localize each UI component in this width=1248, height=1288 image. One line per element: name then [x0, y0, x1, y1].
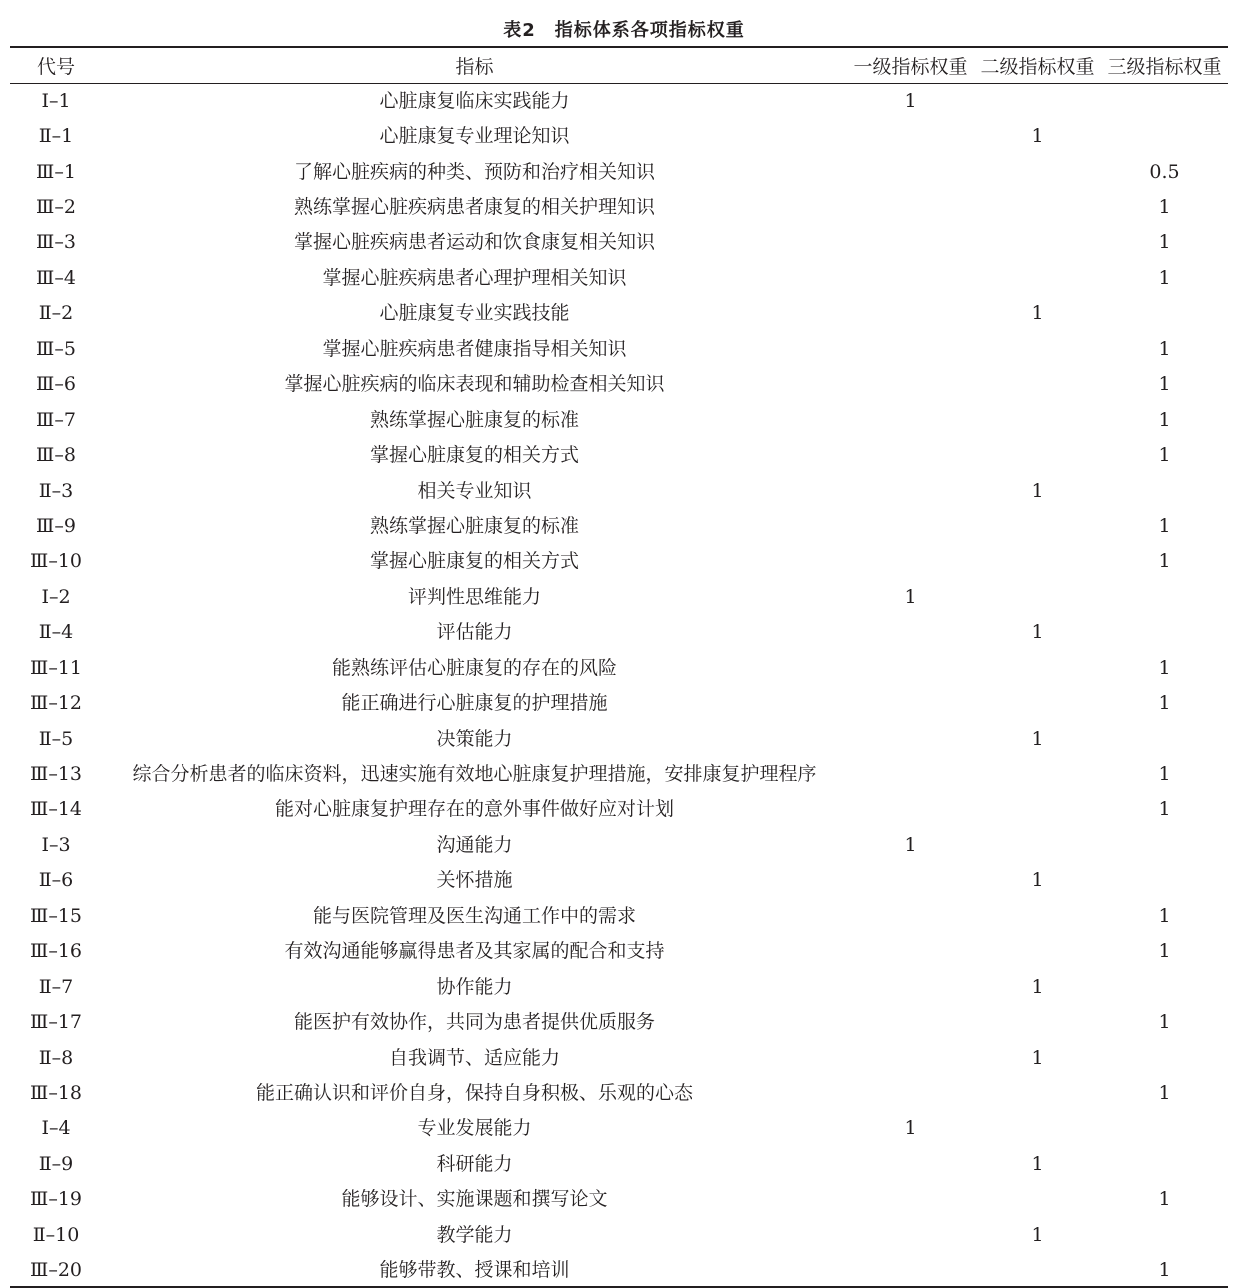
cell-level2-weight — [974, 154, 1101, 189]
table-row — [10, 1252, 1228, 1287]
cell-level3-weight: 1 — [1158, 798, 1171, 821]
cell-indicator: 掌握心脏康复的相关方式 — [369, 444, 579, 467]
cell-level3-weight — [1101, 473, 1228, 508]
column-header-level3-weight: 三级指标权重 — [1107, 56, 1222, 78]
cell-level1-weight — [847, 1075, 974, 1110]
table-row — [10, 756, 1228, 791]
cell-indicator: 能对心脏康复护理存在的意外事件做好应对计划 — [274, 798, 674, 821]
cell-level2-weight: 1 — [1031, 975, 1044, 998]
cell-code: Ⅲ–8 — [36, 444, 76, 467]
cell-code: Ⅰ–3 — [41, 833, 71, 856]
table-caption: 表2 指标体系各项指标权重 — [503, 20, 745, 41]
cell-level1-weight — [847, 1182, 974, 1217]
table-row — [10, 1182, 1228, 1217]
cell-level1-weight — [847, 118, 974, 153]
cell-indicator: 掌握心脏疾病患者运动和饮食康复相关知识 — [293, 231, 655, 254]
cell-level2-weight: 1 — [1031, 1152, 1044, 1175]
cell-code: Ⅲ–14 — [30, 798, 82, 821]
column-header-level2-weight: 二级指标权重 — [980, 56, 1095, 78]
cell-indicator: 教学能力 — [436, 1223, 513, 1246]
table-row — [10, 1111, 1228, 1146]
table-row — [10, 792, 1228, 827]
cell-code: Ⅰ–2 — [41, 585, 71, 608]
cell-code: Ⅱ–1 — [38, 125, 74, 148]
cell-code: Ⅲ–18 — [30, 1081, 82, 1104]
cell-level2-weight: 1 — [1031, 727, 1044, 750]
cell-indicator: 了解心脏疾病的种类、预防和治疗相关知识 — [293, 160, 655, 183]
cell-level2-weight — [974, 508, 1101, 543]
table-row — [10, 685, 1228, 720]
cell-level1-weight — [847, 721, 974, 756]
cell-code: Ⅱ–8 — [38, 1046, 74, 1069]
cell-level2-weight: 1 — [1031, 125, 1044, 148]
cell-code: Ⅲ–19 — [30, 1188, 82, 1211]
column-header-code: 代号 — [36, 56, 75, 78]
cell-indicator: 相关专业知识 — [417, 479, 532, 502]
table-row — [10, 615, 1228, 650]
cell-indicator: 自我调节、适应能力 — [388, 1046, 560, 1069]
column-header-indicator: 指标 — [455, 56, 494, 78]
cell-level2-weight — [974, 792, 1101, 827]
cell-level3-weight: 1 — [1158, 231, 1171, 254]
cell-level3-weight — [1101, 1040, 1228, 1075]
cell-code: Ⅱ–9 — [38, 1152, 74, 1175]
cell-level1-weight — [847, 898, 974, 933]
cell-level2-weight — [974, 1004, 1101, 1039]
cell-level3-weight — [1101, 969, 1228, 1004]
cell-level3-weight: 1 — [1158, 1188, 1171, 1211]
cell-level3-weight: 1 — [1158, 1081, 1171, 1104]
cell-level1-weight — [847, 863, 974, 898]
cell-level2-weight — [974, 1075, 1101, 1110]
cell-level2-weight — [974, 685, 1101, 720]
table-header-row — [10, 48, 1228, 83]
cell-code: Ⅰ–4 — [41, 1117, 71, 1140]
cell-code: Ⅲ–7 — [36, 408, 76, 431]
cell-indicator: 掌握心脏疾病的临床表现和辅助检查相关知识 — [284, 373, 665, 396]
cell-level3-weight: 1 — [1158, 373, 1171, 396]
cell-code: Ⅲ–2 — [36, 196, 76, 219]
cell-level1-weight — [847, 1217, 974, 1252]
cell-level1-weight — [847, 189, 974, 224]
cell-level1-weight: 1 — [904, 585, 917, 608]
cell-code: Ⅱ–6 — [38, 869, 74, 892]
cell-level2-weight — [974, 827, 1101, 862]
table-row — [10, 118, 1228, 153]
cell-level1-weight — [847, 969, 974, 1004]
table-row — [10, 367, 1228, 402]
table-row — [10, 437, 1228, 472]
table-body — [10, 83, 1228, 1288]
table-row — [10, 83, 1228, 118]
cell-indicator: 能正确进行心脏康复的护理措施 — [341, 692, 608, 715]
cell-level1-weight — [847, 756, 974, 791]
cell-indicator: 沟通能力 — [436, 833, 513, 856]
cell-level1-weight — [847, 650, 974, 685]
cell-code: Ⅲ–17 — [30, 1011, 82, 1034]
cell-code: Ⅰ–1 — [41, 89, 71, 112]
cell-level3-weight — [1101, 118, 1228, 153]
cell-indicator: 能与医院管理及医生沟通工作中的需求 — [312, 904, 636, 927]
table-row — [10, 863, 1228, 898]
cell-indicator: 掌握心脏疾病患者心理护理相关知识 — [322, 266, 627, 289]
cell-level1-weight — [847, 437, 974, 472]
cell-code: Ⅲ–4 — [36, 266, 76, 289]
cell-level3-weight: 1 — [1158, 266, 1171, 289]
table-row — [10, 1040, 1228, 1075]
cell-code: Ⅲ–1 — [36, 160, 76, 183]
table-row — [10, 154, 1228, 189]
cell-indicator: 熟练掌握心脏疾病患者康复的相关护理知识 — [293, 196, 655, 219]
cell-code: Ⅲ–16 — [30, 940, 82, 963]
cell-code: Ⅲ–5 — [36, 337, 76, 360]
cell-level1-weight — [847, 1146, 974, 1181]
table-row — [10, 934, 1228, 969]
cell-level2-weight — [974, 331, 1101, 366]
cell-level2-weight — [974, 402, 1101, 437]
cell-level2-weight — [974, 934, 1101, 969]
cell-level1-weight — [847, 934, 974, 969]
table-row — [10, 898, 1228, 933]
cell-level1-weight — [847, 331, 974, 366]
table-row — [10, 969, 1228, 1004]
cell-level3-weight — [1101, 579, 1228, 614]
cell-code: Ⅲ–20 — [30, 1259, 82, 1282]
cell-level2-weight — [974, 83, 1101, 118]
cell-level1-weight — [847, 260, 974, 295]
cell-level3-weight: 1 — [1158, 1259, 1171, 1282]
cell-level1-weight: 1 — [904, 89, 917, 112]
cell-level1-weight — [847, 1004, 974, 1039]
cell-level1-weight — [847, 1252, 974, 1287]
cell-level3-weight: 1 — [1158, 337, 1171, 360]
cell-level2-weight: 1 — [1031, 1223, 1044, 1246]
cell-level1-weight — [847, 685, 974, 720]
cell-level2-weight — [974, 579, 1101, 614]
cell-level3-weight: 1 — [1158, 514, 1171, 537]
cell-indicator: 专业发展能力 — [417, 1117, 532, 1140]
cell-level2-weight: 1 — [1031, 621, 1044, 644]
cell-level3-weight: 1 — [1158, 904, 1171, 927]
table-row — [10, 331, 1228, 366]
table-row — [10, 650, 1228, 685]
cell-level1-weight — [847, 615, 974, 650]
cell-level3-weight: 1 — [1158, 444, 1171, 467]
cell-level2-weight — [974, 1111, 1101, 1146]
cell-code: Ⅱ–3 — [38, 479, 74, 502]
cell-indicator: 能够带教、授课和培训 — [379, 1259, 570, 1282]
cell-level3-weight: 1 — [1158, 763, 1171, 786]
cell-code: Ⅱ–7 — [38, 975, 74, 998]
table-row — [10, 544, 1228, 579]
cell-level3-weight — [1101, 721, 1228, 756]
cell-level2-weight — [974, 1252, 1101, 1287]
cell-level2-weight: 1 — [1031, 302, 1044, 325]
column-header-level1-weight: 一级指标权重 — [853, 56, 968, 78]
table-row — [10, 296, 1228, 331]
cell-level3-weight — [1101, 1217, 1228, 1252]
cell-code: Ⅱ–5 — [38, 727, 74, 750]
cell-level3-weight: 0.5 — [1149, 160, 1180, 183]
cell-indicator: 协作能力 — [436, 975, 513, 998]
cell-level2-weight — [974, 225, 1101, 260]
indicator-weight-table — [10, 48, 1228, 1288]
table-row — [10, 1004, 1228, 1039]
table-row — [10, 579, 1228, 614]
cell-level1-weight — [847, 225, 974, 260]
cell-level1-weight — [847, 402, 974, 437]
table-row — [10, 1217, 1228, 1252]
cell-level1-weight: 1 — [904, 1117, 917, 1140]
cell-level2-weight — [974, 544, 1101, 579]
cell-level3-weight — [1101, 863, 1228, 898]
cell-level2-weight — [974, 1182, 1101, 1217]
cell-level2-weight — [974, 756, 1101, 791]
cell-level3-weight — [1101, 1111, 1228, 1146]
cell-indicator: 掌握心脏疾病患者健康指导相关知识 — [322, 337, 627, 360]
cell-indicator: 决策能力 — [436, 727, 513, 750]
table-row — [10, 1146, 1228, 1181]
table-row — [10, 260, 1228, 295]
cell-indicator: 评判性思维能力 — [407, 585, 541, 608]
cell-code: Ⅲ–13 — [30, 763, 82, 786]
cell-level3-weight — [1101, 615, 1228, 650]
cell-level3-weight: 1 — [1158, 408, 1171, 431]
cell-level1-weight — [847, 296, 974, 331]
cell-level2-weight — [974, 650, 1101, 685]
table-row — [10, 402, 1228, 437]
cell-level3-weight: 1 — [1158, 692, 1171, 715]
cell-indicator: 熟练掌握心脏康复的标准 — [369, 514, 579, 537]
cell-level3-weight — [1101, 1146, 1228, 1181]
cell-code: Ⅲ–11 — [30, 656, 82, 679]
cell-level2-weight — [974, 898, 1101, 933]
table-row — [10, 827, 1228, 862]
cell-indicator: 熟练掌握心脏康复的标准 — [369, 408, 579, 431]
cell-indicator: 评估能力 — [436, 621, 513, 644]
cell-level1-weight — [847, 544, 974, 579]
cell-level1-weight — [847, 1040, 974, 1075]
cell-level1-weight: 1 — [904, 833, 917, 856]
table-row — [10, 721, 1228, 756]
cell-level2-weight — [974, 189, 1101, 224]
cell-level3-weight: 1 — [1158, 656, 1171, 679]
cell-indicator: 心脏康复专业实践技能 — [379, 302, 570, 325]
table-row — [10, 508, 1228, 543]
cell-indicator: 科研能力 — [436, 1152, 513, 1175]
table-row — [10, 1075, 1228, 1110]
cell-code: Ⅱ–4 — [38, 621, 74, 644]
cell-level1-weight — [847, 508, 974, 543]
cell-code: Ⅱ–10 — [32, 1223, 80, 1246]
cell-indicator: 掌握心脏康复的相关方式 — [369, 550, 579, 573]
cell-code: Ⅲ–6 — [36, 373, 76, 396]
cell-indicator: 心脏康复临床实践能力 — [379, 89, 570, 112]
cell-level2-weight — [974, 260, 1101, 295]
cell-code: Ⅲ–10 — [30, 550, 82, 573]
cell-level2-weight — [974, 437, 1101, 472]
cell-indicator: 心脏康复专业理论知识 — [379, 125, 570, 148]
cell-indicator: 有效沟通能够赢得患者及其家属的配合和支持 — [284, 940, 665, 963]
cell-level1-weight — [847, 154, 974, 189]
cell-level1-weight — [847, 367, 974, 402]
cell-level2-weight — [974, 367, 1101, 402]
cell-code: Ⅲ–9 — [36, 514, 76, 537]
table-row — [10, 225, 1228, 260]
cell-level3-weight — [1101, 83, 1228, 118]
cell-indicator: 能正确认识和评价自身，保持自身积极、乐观的心态 — [255, 1081, 693, 1104]
cell-level3-weight: 1 — [1158, 1011, 1171, 1034]
cell-level1-weight — [847, 473, 974, 508]
table-row — [10, 189, 1228, 224]
cell-code: Ⅲ–12 — [30, 692, 82, 715]
cell-indicator: 能熟练评估心脏康复的存在的风险 — [331, 656, 617, 679]
cell-indicator: 关怀措施 — [436, 869, 513, 892]
cell-level1-weight — [847, 792, 974, 827]
cell-indicator: 能够设计、实施课题和撰写论文 — [341, 1188, 608, 1211]
cell-level3-weight: 1 — [1158, 940, 1171, 963]
cell-level3-weight — [1101, 296, 1228, 331]
cell-level2-weight: 1 — [1031, 1046, 1044, 1069]
cell-level2-weight: 1 — [1031, 869, 1044, 892]
cell-level2-weight: 1 — [1031, 479, 1044, 502]
cell-code: Ⅱ–2 — [38, 302, 74, 325]
cell-level3-weight: 1 — [1158, 196, 1171, 219]
cell-code: Ⅲ–3 — [36, 231, 76, 254]
cell-indicator: 能医护有效协作，共同为患者提供优质服务 — [293, 1011, 655, 1034]
cell-level3-weight: 1 — [1158, 550, 1171, 573]
cell-level3-weight — [1101, 827, 1228, 862]
cell-indicator: 综合分析患者的临床资料，迅速实施有效地心脏康复护理措施，安排康复护理程序 — [132, 763, 817, 786]
table-row — [10, 473, 1228, 508]
cell-code: Ⅲ–15 — [30, 904, 82, 927]
